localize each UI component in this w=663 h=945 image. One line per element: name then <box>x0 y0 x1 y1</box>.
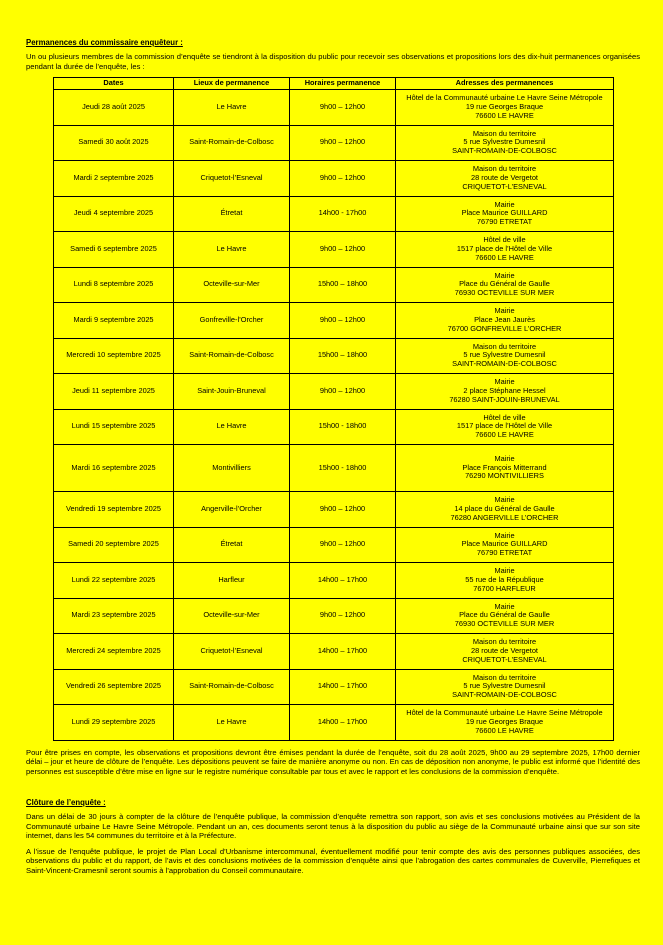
address-line: Maison du territoire <box>472 164 537 174</box>
address-line: 28 route de Vergetot <box>471 172 538 182</box>
address-line: 76600 LE HAVRE <box>475 252 534 262</box>
cell-date: Lundi 29 septembre 2025 <box>54 705 174 741</box>
address-line: SAINT-ROMAIN-DE-COLBOSC <box>452 690 557 700</box>
cell-horaire: 9h00 – 12h00 <box>290 232 396 268</box>
table-row <box>54 303 614 339</box>
address-line: Mairie <box>494 495 515 505</box>
address-line: Mairie <box>494 530 515 540</box>
address-line: Place Maurice GUILLARD <box>461 539 548 549</box>
table-row <box>54 563 614 599</box>
cell-lieu: Le Havre <box>174 705 290 741</box>
cell-lieu: Criquetot-l’Esneval <box>174 634 290 670</box>
table-row <box>54 161 614 197</box>
address-line: 19 rue Georges Braque <box>465 101 544 111</box>
cell-lieu: Le Havre <box>174 90 290 126</box>
address-line: 76280 ANGERVILLE L’ORCHER <box>450 512 559 522</box>
cell-horaire: 15h00 - 18h00 <box>290 409 396 445</box>
address-line: 76290 MONTIVILLIERS <box>465 471 544 481</box>
table-row <box>54 90 614 126</box>
cell-date: Mardi 2 septembre 2025 <box>54 161 174 197</box>
address-line: SAINT-ROMAIN-DE-COLBOSC <box>452 146 557 156</box>
cell-date: Samedi 6 septembre 2025 <box>54 232 174 268</box>
cell-date: Mardi 23 septembre 2025 <box>54 598 174 634</box>
column-header-adresses: Adresses des permanences <box>396 78 614 90</box>
cell-horaire: 9h00 – 12h00 <box>290 125 396 161</box>
cell-horaire: 9h00 – 12h00 <box>290 598 396 634</box>
address-line: Mairie <box>494 566 515 576</box>
cell-horaire: 9h00 – 12h00 <box>290 303 396 339</box>
address-line: CRIQUETOT-L’ESNEVAL <box>462 654 547 664</box>
cell-horaire: 15h00 - 18h00 <box>290 445 396 492</box>
cell-adresse <box>396 598 614 634</box>
address-line: Hôtel de la Communauté urbaine Le Havre Seine Métropole <box>406 93 603 103</box>
address-line: Mairie <box>494 601 515 611</box>
table-row <box>54 409 614 445</box>
address-line: 19 rue Georges Braque <box>465 716 544 726</box>
table-row <box>54 267 614 303</box>
address-line: SAINT-ROMAIN-DE-COLBOSC <box>452 359 557 369</box>
cell-horaire: 14h00 – 17h00 <box>290 634 396 670</box>
address-line: Hôtel de ville <box>483 235 526 245</box>
address-line: Hôtel de la Communauté urbaine Le Havre Seine Métropole <box>406 708 603 718</box>
address-line: 76600 LE HAVRE <box>475 725 534 735</box>
cell-lieu: Saint-Jouin-Bruneval <box>174 374 290 410</box>
cell-adresse <box>396 232 614 268</box>
cell-adresse <box>396 492 614 528</box>
table-row <box>54 492 614 528</box>
cell-date: Mardi 16 septembre 2025 <box>54 445 174 492</box>
address-line: Maison du territoire <box>472 341 537 351</box>
table-row <box>54 232 614 268</box>
cell-lieu: Octeville-sur-Mer <box>174 598 290 634</box>
address-line: 76930 OCTEVILLE SUR MER <box>454 288 555 298</box>
cloture-heading: Clôture de l’enquête : <box>26 798 106 807</box>
column-header-lieux: Lieux de permanence <box>174 78 290 90</box>
address-line: 1517 place de l’Hôtel de Ville <box>456 421 553 431</box>
cell-lieu: Gonfreville-l’Orcher <box>174 303 290 339</box>
address-line: Place du Général de Gaulle <box>459 279 550 289</box>
table-row <box>54 669 614 705</box>
cell-date: Mardi 9 septembre 2025 <box>54 303 174 339</box>
cell-adresse <box>396 125 614 161</box>
cell-horaire: 14h00 - 17h00 <box>290 196 396 232</box>
address-line: Place Maurice GUILLARD <box>461 208 548 218</box>
cell-adresse <box>396 267 614 303</box>
permanences-heading: Permanences du commissaire enquêteur : <box>26 38 183 47</box>
cell-lieu: Harfleur <box>174 563 290 599</box>
address-line: 76700 HARFLEUR <box>473 583 536 593</box>
address-line: 1517 place de l’Hôtel de Ville <box>456 243 553 253</box>
address-line: Mairie <box>494 199 515 209</box>
address-line: Place François Mitterrand <box>462 462 547 472</box>
cell-lieu: Saint-Romain-de-Colbosc <box>174 669 290 705</box>
table-row <box>54 445 614 492</box>
cell-date: Vendredi 19 septembre 2025 <box>54 492 174 528</box>
cell-adresse <box>396 374 614 410</box>
cell-horaire: 14h00 – 17h00 <box>290 705 396 741</box>
cell-adresse <box>396 338 614 374</box>
address-line: 28 route de Vergetot <box>471 645 538 655</box>
cell-lieu: Saint-Romain-de-Colbosc <box>174 125 290 161</box>
address-line: 5 rue Sylvestre Dumesnil <box>463 137 546 147</box>
address-line: 76790 ETRETAT <box>476 217 533 227</box>
cell-date: Lundi 22 septembre 2025 <box>54 563 174 599</box>
cell-date: Vendredi 26 septembre 2025 <box>54 669 174 705</box>
column-header-horaires: Horaires permanence <box>290 78 396 90</box>
address-line: Mairie <box>494 270 515 280</box>
cell-lieu: Montivilliers <box>174 445 290 492</box>
address-line: 76280 SAINT-JOUIN-BRUNEVAL <box>449 394 560 404</box>
address-line: Maison du territoire <box>472 128 537 138</box>
observations-paragraph: Pour être prises en compte, les observations et propositions devront être émises pendant la durée de l’enquête, soit du 28 août 2025, 9h00 au 29 septembre 2025, 17h00 dernier délai – jour et heure de clôture de l’enquête. Les dépositions peuvent se faire de manière anonyme ou non. En cas de déposition non anonyme, le public est informé que l’identité des personnes est susceptible d’être mise en ligne sur le registre numérique consultable par tous et avec le rapport et les conclusions de la commission d’enquête. <box>26 747 640 776</box>
address-line: 2 place Stéphane Hessel <box>463 385 546 395</box>
cell-date: Jeudi 28 août 2025 <box>54 90 174 126</box>
address-line: Hôtel de ville <box>483 412 526 422</box>
address-line: 76700 GONFREVILLE L’ORCHER <box>447 323 562 333</box>
cell-date: Samedi 20 septembre 2025 <box>54 527 174 563</box>
cell-adresse <box>396 705 614 741</box>
address-line: Maison du territoire <box>472 672 537 682</box>
cell-adresse <box>396 445 614 492</box>
cell-lieu: Criquetot-l’Esneval <box>174 161 290 197</box>
cell-horaire: 14h00 – 17h00 <box>290 669 396 705</box>
address-line: Place Jean Jaurès <box>474 314 535 324</box>
cell-horaire: 9h00 – 12h00 <box>290 90 396 126</box>
address-line: Mairie <box>494 453 515 463</box>
cloture-paragraph-2: A l’issue de l’enquête publique, le projet de Plan Local d’Urbanisme intercommunal, éventuellement modifié pour tenir compte des avis des personnes publiques associées, des observations du public et du rapport, de l’avis et des conclusions motivées de la commission d’enquête ainsi que l’abrogation des cartes communales de Cuverville, Pierrefiques et Saint-Vincent-Cramesnil seront soumis à l’approbation du Conseil communautaire. <box>26 846 640 875</box>
cell-date: Mercredi 10 septembre 2025 <box>54 338 174 374</box>
cell-adresse <box>396 669 614 705</box>
cell-horaire: 9h00 – 12h00 <box>290 161 396 197</box>
table-row <box>54 125 614 161</box>
cell-adresse <box>396 409 614 445</box>
table-row <box>54 196 614 232</box>
table-row <box>54 705 614 741</box>
table-row <box>54 374 614 410</box>
address-line: 76930 OCTEVILLE SUR MER <box>454 619 555 629</box>
cell-horaire: 9h00 – 12h00 <box>290 374 396 410</box>
cell-date: Lundi 8 septembre 2025 <box>54 267 174 303</box>
cell-horaire: 9h00 – 12h00 <box>290 527 396 563</box>
cell-adresse <box>396 527 614 563</box>
address-line: Mairie <box>494 377 515 387</box>
cell-lieu: Étretat <box>174 527 290 563</box>
column-header-dates: Dates <box>54 78 174 90</box>
cell-adresse <box>396 563 614 599</box>
cell-lieu: Le Havre <box>174 232 290 268</box>
cell-adresse <box>396 634 614 670</box>
document-page <box>26 38 640 875</box>
cell-horaire: 15h00 – 18h00 <box>290 267 396 303</box>
cell-lieu: Étretat <box>174 196 290 232</box>
address-line: 76790 ETRETAT <box>476 548 533 558</box>
table-row <box>54 338 614 374</box>
address-line: 5 rue Sylvestre Dumesnil <box>463 681 546 691</box>
cell-date: Mercredi 24 septembre 2025 <box>54 634 174 670</box>
table-header-row <box>54 78 614 90</box>
permanences-intro: Un ou plusieurs membres de la commission d’enquête se tiendront à la disposition du public pour recevoir ses observations et propositions lors des dix-huit permanences organisées pendant la durée de l’enquête, les : <box>26 52 640 71</box>
permanences-table-body <box>54 90 614 741</box>
cell-date: Samedi 30 août 2025 <box>54 125 174 161</box>
address-line: 76600 LE HAVRE <box>475 110 534 120</box>
address-line: 14 place du Général de Gaulle <box>454 503 555 513</box>
cell-adresse <box>396 303 614 339</box>
address-line: 76600 LE HAVRE <box>475 430 534 440</box>
cell-adresse <box>396 196 614 232</box>
table-row <box>54 527 614 563</box>
cell-lieu: Le Havre <box>174 409 290 445</box>
address-line: 5 rue Sylvestre Dumesnil <box>463 350 546 360</box>
cell-horaire: 9h00 – 12h00 <box>290 492 396 528</box>
cell-horaire: 14h00 – 17h00 <box>290 563 396 599</box>
cell-lieu: Octeville-sur-Mer <box>174 267 290 303</box>
cell-adresse <box>396 161 614 197</box>
address-line: 55 rue de la République <box>465 574 544 584</box>
table-row <box>54 598 614 634</box>
cell-date: Lundi 15 septembre 2025 <box>54 409 174 445</box>
address-line: CRIQUETOT-L’ESNEVAL <box>462 181 547 191</box>
address-line: Place du Général de Gaulle <box>459 610 550 620</box>
cell-adresse <box>396 90 614 126</box>
permanences-table <box>53 77 614 741</box>
cell-date: Jeudi 11 septembre 2025 <box>54 374 174 410</box>
table-row <box>54 634 614 670</box>
cloture-paragraph-1: Dans un délai de 30 jours à compter de la clôture de l’enquête publique, la commission d’enquête remettra son rapport, son avis et ses conclusions motivées au Président de la Communauté urbaine Le Havre Seine Métropole. Pendant un an, ces documents seront tenus à la disposition du public au siège de la Communauté urbaine ainsi que sur son site internet, dans les 54 communes du territoire et à la Préfecture. <box>26 812 640 840</box>
address-line: Maison du territoire <box>472 637 537 647</box>
cell-lieu: Saint-Romain-de-Colbosc <box>174 338 290 374</box>
cell-lieu: Angerville-l’Orcher <box>174 492 290 528</box>
cell-horaire: 15h00 – 18h00 <box>290 338 396 374</box>
cell-date: Jeudi 4 septembre 2025 <box>54 196 174 232</box>
address-line: Mairie <box>494 306 515 316</box>
